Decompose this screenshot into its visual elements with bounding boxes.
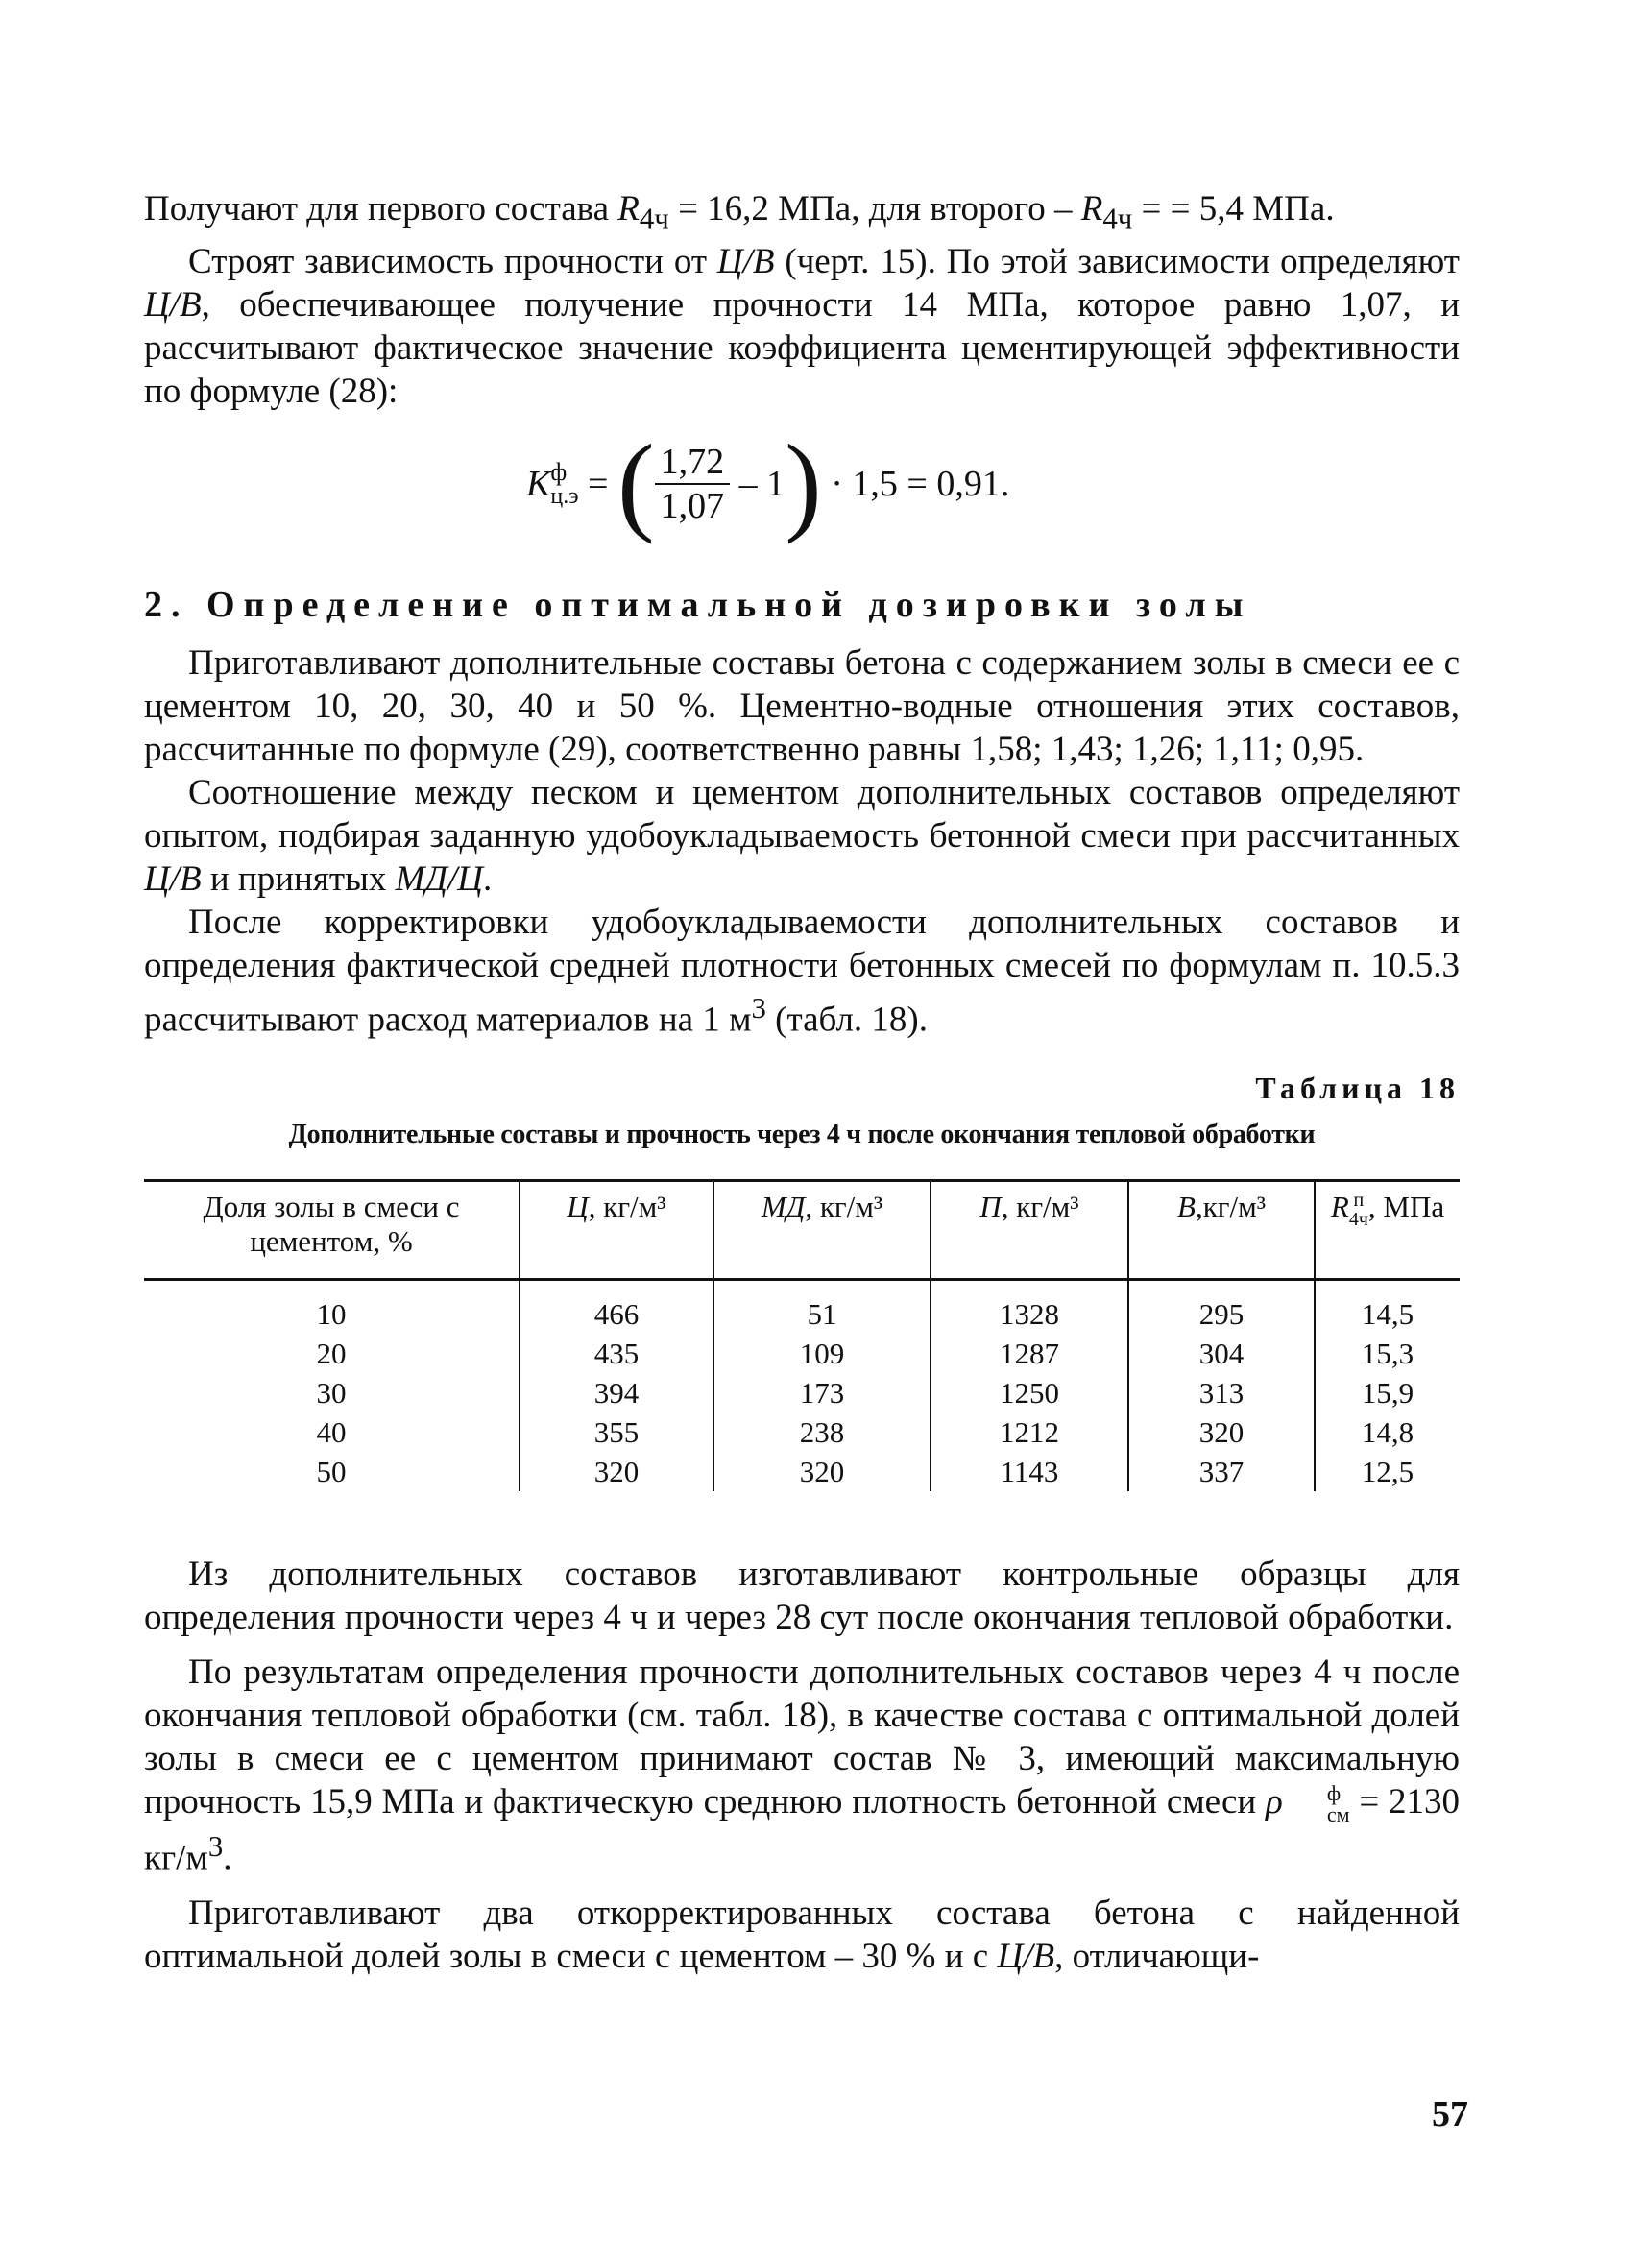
formula-eq: = bbox=[588, 464, 609, 505]
paragraph-5 bbox=[144, 901, 1460, 1041]
paragraph-8 bbox=[144, 1892, 1460, 1978]
cell-strength: 14,8 bbox=[1315, 1412, 1460, 1452]
header-ash-share: Доля золы в смеси с цементом, % bbox=[144, 1180, 520, 1279]
ratio-md: МД/Ц bbox=[395, 859, 483, 900]
header-mineral-additive bbox=[713, 1180, 931, 1279]
formula-sup: ф bbox=[550, 458, 568, 487]
data-table bbox=[144, 1179, 1460, 1491]
symbol-r: R bbox=[1080, 189, 1103, 229]
cell-cement: 435 bbox=[520, 1334, 713, 1373]
cell-water: 337 bbox=[1128, 1452, 1315, 1491]
paren-left-icon: ( bbox=[616, 422, 655, 546]
header-water bbox=[1128, 1180, 1315, 1279]
text: После корректировки удобоукладываемости дополнительных составов и определения фактической средней плотности бетонных смесей по формулам п. 10.5.3 рассчитывают расход материалов на 1 м bbox=[144, 903, 1460, 1040]
cell-strength: 15,9 bbox=[1315, 1373, 1460, 1412]
text: (табл. 18). bbox=[765, 1000, 928, 1040]
header-strength bbox=[1315, 1180, 1460, 1279]
cell-ash: 10 bbox=[316, 1296, 347, 1331]
cell-md: 173 bbox=[713, 1373, 931, 1412]
cell-ash: 40 bbox=[316, 1414, 347, 1449]
paren-right-icon: ) bbox=[785, 422, 822, 546]
paragraph-2 bbox=[144, 240, 1460, 413]
cell-md: 320 bbox=[713, 1452, 931, 1491]
subscript: 4ч bbox=[1348, 1208, 1368, 1230]
text: Соотношение между песком и цементом дополнительных составов определяют опытом, подбирая заданную удобоукладываемость бетонной смеси при рассчитанных bbox=[144, 773, 1460, 857]
text: R bbox=[1330, 1189, 1349, 1223]
text: П bbox=[979, 1189, 1002, 1223]
text: . bbox=[483, 859, 493, 900]
table-row bbox=[144, 1279, 1460, 1334]
text: По результатам определения прочности дополнительных составов через 4 ч после окончания тепловой обработки (см. табл. 18), в качестве состава с оптимальной долей золы в смеси ее с цементом принимают состав № 3, имеющий максимальную прочность 15,9 МПа и фактическую среднюю плотность бетонной смеси bbox=[144, 1652, 1460, 1822]
ratio-cv: Ц/В bbox=[997, 1936, 1055, 1976]
table-row bbox=[144, 1452, 1460, 1491]
paragraph-7 bbox=[144, 1651, 1460, 1880]
subscript: 4ч bbox=[1102, 202, 1133, 235]
cell-sand: 1143 bbox=[931, 1452, 1128, 1491]
formula-sub: ц.э bbox=[550, 484, 579, 510]
text: Ц bbox=[567, 1189, 589, 1223]
text: (черт. 15). По этой зависимости определяют bbox=[774, 242, 1460, 282]
cell-md: 51 bbox=[713, 1279, 931, 1334]
text: , МПа bbox=[1367, 1189, 1445, 1223]
table-row bbox=[144, 1412, 1460, 1452]
header-cement bbox=[520, 1180, 713, 1279]
page-number: 57 bbox=[1432, 2094, 1468, 2135]
text: = 16,2 МПа, для второго – bbox=[668, 189, 1081, 229]
cell-ash: 30 bbox=[316, 1375, 347, 1410]
cell-water: 320 bbox=[1128, 1412, 1315, 1452]
cell-sand: 1250 bbox=[931, 1373, 1128, 1412]
cell-strength: 15,3 bbox=[1315, 1334, 1460, 1373]
formula-result: · 1,5 = 0,91. bbox=[831, 464, 1010, 505]
text: . bbox=[223, 1838, 232, 1878]
text: = = 5,4 МПа. bbox=[1132, 189, 1335, 229]
cell-strength: 12,5 bbox=[1315, 1452, 1460, 1491]
text: , отличающи- bbox=[1054, 1936, 1260, 1976]
ratio-cv: Ц/В bbox=[144, 859, 202, 900]
spacer bbox=[144, 1491, 1460, 1553]
paragraph-1 bbox=[144, 187, 1460, 240]
page-content bbox=[144, 187, 1460, 1978]
symbol-r: R bbox=[617, 189, 640, 229]
header-sand bbox=[931, 1180, 1128, 1279]
table-title: Дополнительные составы и прочность через 4 ч после окончания тепловой обработки bbox=[288, 1119, 1316, 1149]
fraction-numerator: 1,72 bbox=[655, 441, 731, 485]
cell-water: 295 bbox=[1128, 1279, 1315, 1334]
text: ,кг/м³ bbox=[1195, 1189, 1266, 1223]
cell-md: 109 bbox=[713, 1334, 931, 1373]
text: , кг/м³ bbox=[588, 1189, 666, 1223]
cell-cement: 355 bbox=[520, 1412, 713, 1452]
cell-sand: 1287 bbox=[931, 1334, 1128, 1373]
symbol-rho: ρ bbox=[1266, 1781, 1283, 1822]
cell-water: 304 bbox=[1128, 1334, 1315, 1373]
section-heading: 2. Определение оптимальной дозировки золы bbox=[144, 585, 1252, 626]
paragraph-3: Приготавливают дополнительные составы бетона с содержанием золы в смеси ее с цементом 10, 20, 30, 40 и 50 %. Цементно-водные отношения этих составов, рассчитанные по формуле (29), соответственно равны 1,58; 1,43; 1,26; 1,11; 0,95. bbox=[144, 643, 1460, 770]
ratio-cv: Ц/В bbox=[144, 285, 202, 326]
cell-cement: 466 bbox=[520, 1279, 713, 1334]
text: = 2130 кг/м bbox=[144, 1781, 1460, 1878]
table-header-row bbox=[144, 1180, 1460, 1279]
cell-ash: 20 bbox=[316, 1336, 347, 1370]
cell-sand: 1212 bbox=[931, 1412, 1128, 1452]
formula-k: K bbox=[526, 464, 551, 505]
cell-md: 238 bbox=[713, 1412, 931, 1452]
cell-ash: 50 bbox=[316, 1454, 347, 1488]
ratio-cv: Ц/В bbox=[716, 242, 775, 282]
text: Приготавливают два откорректированных состава бетона с найденной оптимальной долей золы в смеси с цементом – 30 % и с bbox=[144, 1893, 1460, 1976]
formula-minus: – 1 bbox=[738, 464, 786, 505]
superscript: ф bbox=[1326, 1781, 1342, 1806]
text: , кг/м³ bbox=[1001, 1189, 1079, 1223]
text: Получают для первого состава bbox=[144, 189, 618, 229]
formula-efficiency bbox=[144, 417, 1460, 570]
superscript: 3 bbox=[207, 1830, 224, 1864]
cell-strength: 14,5 bbox=[1315, 1279, 1460, 1334]
text: , обеспечивающее получение прочности 14 МПа, которое равно 1,07, и рассчитывают фактическое значение коэффициента цементирующей эффективности по формуле (28): bbox=[144, 285, 1460, 412]
paragraph-4 bbox=[144, 771, 1460, 901]
table-row bbox=[144, 1373, 1460, 1412]
cell-water: 313 bbox=[1128, 1373, 1315, 1412]
paragraph-6: Из дополнительных составов изготавливают контрольные образцы для определения прочности через 4 ч и через 28 сут после окончания тепловой обработки. bbox=[144, 1554, 1460, 1637]
subscript: см bbox=[1326, 1802, 1350, 1827]
superscript: п bbox=[1353, 1189, 1365, 1211]
text: МД bbox=[761, 1189, 806, 1223]
cell-cement: 320 bbox=[520, 1452, 713, 1491]
subscript: 4ч bbox=[639, 202, 669, 235]
text: , кг/м³ bbox=[805, 1189, 883, 1223]
formula-fraction bbox=[655, 441, 731, 527]
table-row bbox=[144, 1334, 1460, 1373]
cell-sand: 1328 bbox=[931, 1279, 1128, 1334]
text: Строят зависимость прочности от bbox=[188, 242, 717, 282]
cell-cement: 394 bbox=[520, 1373, 713, 1412]
table-number: Таблица 18 bbox=[1255, 1070, 1460, 1105]
text: В bbox=[1177, 1189, 1196, 1223]
superscript: 3 bbox=[751, 992, 766, 1025]
fraction-denominator: 1,07 bbox=[660, 486, 725, 527]
text: и принятых bbox=[201, 859, 396, 900]
